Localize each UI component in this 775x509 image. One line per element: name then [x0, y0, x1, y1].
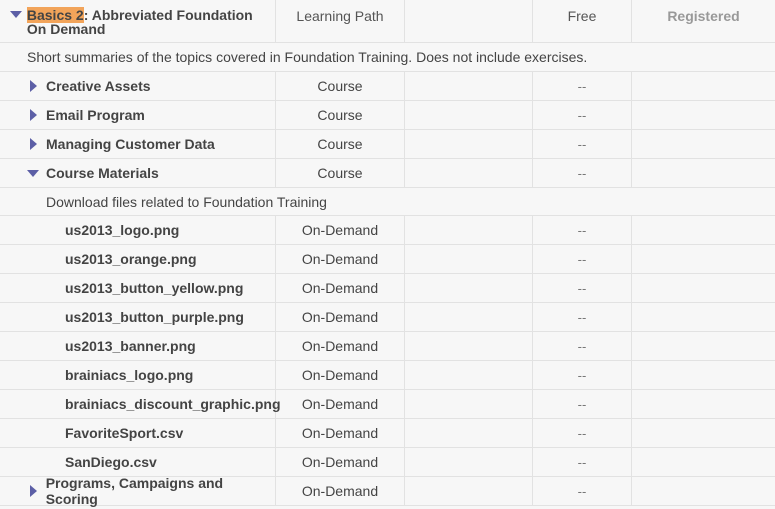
file-row[interactable]: [0, 361, 775, 390]
course-name[interactable]: Email Program: [46, 107, 145, 123]
file-name[interactable]: us2013_button_purple.png: [65, 309, 244, 325]
expand-toggle[interactable]: [30, 485, 46, 497]
file-type: On-Demand: [301, 454, 379, 470]
file-row[interactable]: [0, 390, 775, 419]
file-price: --: [577, 338, 587, 354]
file-name[interactable]: brainiacs_discount_graphic.png: [65, 396, 281, 412]
file-price: --: [577, 251, 587, 267]
chevron-right-icon: [30, 138, 37, 150]
expand-toggle[interactable]: [30, 138, 46, 150]
course-description-row: [0, 188, 775, 216]
file-price: --: [577, 425, 587, 441]
course-price: --: [577, 107, 587, 123]
search-highlight: Basics 2: [26, 7, 84, 23]
course-price: --: [577, 483, 587, 499]
learning-path-description: Short summaries of the topics covered in Foundation Training. Does not include exercises.: [27, 49, 588, 65]
file-row[interactable]: [0, 216, 775, 245]
chevron-right-icon: [30, 485, 37, 497]
file-type: On-Demand: [301, 251, 379, 267]
learning-path-description-row: [0, 43, 775, 72]
file-type: On-Demand: [301, 338, 379, 354]
chevron-down-icon: [10, 11, 22, 18]
file-row[interactable]: [0, 274, 775, 303]
file-name[interactable]: us2013_orange.png: [65, 251, 197, 267]
chevron-right-icon: [30, 109, 37, 121]
file-row[interactable]: [0, 303, 775, 332]
file-row[interactable]: [0, 245, 775, 274]
file-name[interactable]: SanDiego.csv: [65, 454, 157, 470]
course-row[interactable]: [0, 477, 775, 506]
course-name[interactable]: Programs, Campaigns and Scoring: [45, 475, 224, 507]
registration-status: Registered: [667, 8, 740, 24]
file-type: On-Demand: [301, 309, 379, 325]
file-row[interactable]: [0, 419, 775, 448]
file-price: --: [577, 280, 587, 296]
collapse-toggle[interactable]: [27, 170, 46, 177]
course-row[interactable]: [0, 101, 775, 130]
course-name[interactable]: Course Materials: [46, 165, 159, 181]
collapse-toggle[interactable]: [10, 11, 23, 18]
course-name[interactable]: Managing Customer Data: [46, 136, 215, 152]
learning-path-type: Learning Path: [276, 0, 405, 42]
file-name[interactable]: brainiacs_logo.png: [65, 367, 194, 383]
file-type: On-Demand: [301, 396, 379, 412]
file-price: --: [577, 367, 587, 383]
course-description: Download files related to Foundation Training: [46, 193, 327, 210]
file-type: On-Demand: [301, 425, 379, 441]
learning-path-title[interactable]: Basics 2: Abbreviated Foundation On Demand: [26, 7, 253, 37]
file-price: --: [577, 396, 587, 412]
chevron-down-icon: [27, 170, 39, 177]
learning-path-header-row[interactable]: [0, 0, 775, 43]
expand-toggle[interactable]: [30, 109, 46, 121]
file-name[interactable]: FavoriteSport.csv: [65, 425, 184, 441]
course-row-materials[interactable]: [0, 159, 775, 188]
expand-toggle[interactable]: [30, 80, 46, 92]
course-type: Course: [317, 165, 363, 181]
file-price: --: [577, 454, 587, 470]
course-type: On-Demand: [301, 483, 379, 499]
file-type: On-Demand: [301, 222, 379, 238]
course-name[interactable]: Creative Assets: [46, 78, 151, 94]
course-type: Course: [317, 78, 363, 94]
course-price: --: [577, 78, 587, 94]
course-price: --: [577, 136, 587, 152]
file-price: --: [577, 309, 587, 325]
course-row[interactable]: [0, 72, 775, 101]
course-type: Course: [317, 136, 363, 152]
file-type: On-Demand: [301, 280, 379, 296]
course-price: --: [577, 165, 587, 181]
file-price: --: [577, 222, 587, 238]
file-type: On-Demand: [301, 367, 379, 383]
file-name[interactable]: us2013_banner.png: [65, 338, 196, 354]
course-type: Course: [317, 107, 363, 123]
blank-cell: [405, 0, 533, 42]
file-name[interactable]: us2013_button_yellow.png: [65, 280, 244, 296]
file-row[interactable]: [0, 332, 775, 361]
course-row[interactable]: [0, 130, 775, 159]
file-row[interactable]: [0, 448, 775, 477]
file-name[interactable]: us2013_logo.png: [65, 222, 180, 238]
learning-path-name-cell: [0, 0, 276, 42]
chevron-right-icon: [30, 80, 37, 92]
learning-path-price: Free: [533, 0, 632, 42]
